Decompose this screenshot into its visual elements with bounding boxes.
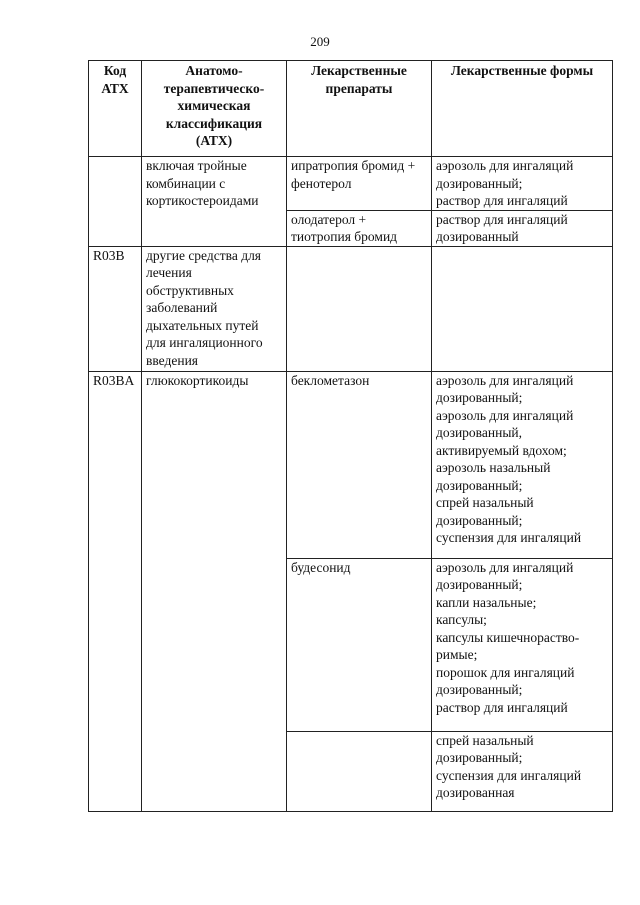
text-line: препараты [325, 80, 393, 96]
text-line: капсулы; [436, 612, 487, 627]
cell-drug [287, 246, 432, 371]
table-row [89, 371, 613, 558]
text-line: раствор для ингаляций [436, 211, 568, 227]
cell-drug [287, 157, 432, 211]
text-line: АТХ [101, 80, 129, 96]
text-line: заболеваний [146, 300, 218, 315]
header-code [89, 61, 142, 157]
text-line: кортикостероидами [146, 193, 259, 208]
cell-drug [287, 731, 432, 811]
text-line: включая тройные [146, 158, 247, 173]
text-line: аэрозоль для ингаляций [436, 372, 574, 388]
text-line: введения [146, 352, 199, 368]
text-line: Код [103, 63, 127, 78]
text-line: олодатерол + [291, 211, 367, 227]
atx-drug-table [88, 60, 613, 812]
cell-drug [287, 210, 432, 246]
table-header-row [89, 61, 613, 157]
header-drugs [287, 61, 432, 157]
text-line: дыхательных путей [146, 317, 259, 333]
text-line: аэрозоль для ингаляций [436, 559, 574, 575]
cell-code: R03BA [89, 371, 142, 811]
text-line: порошок для ингаляций [436, 664, 575, 680]
text-line: аэрозоль для ингаляций [436, 407, 574, 423]
text-line: беклометазон [291, 372, 370, 388]
cell-forms [432, 371, 613, 558]
text-line: дозированный; [436, 682, 523, 697]
text-line: (АТХ) [195, 133, 233, 148]
text-line: дозированная [436, 785, 515, 800]
cell-classification [142, 157, 287, 247]
text-line: дозированный [436, 229, 519, 244]
text-line: спрей назальный [436, 732, 534, 748]
text-line: суспензия для ингаляций [436, 530, 582, 545]
text-line: дозированный, [436, 425, 522, 440]
text-line: аэрозоль назальный [436, 460, 551, 475]
text-line: ипратропия бромид + [291, 158, 416, 173]
text-line: терапевтическо- [163, 80, 265, 96]
text-line: обструктивных [146, 282, 234, 298]
header-forms [432, 61, 613, 157]
text-line: дозированный; [436, 512, 523, 528]
text-line: тиотропия бромид [291, 229, 398, 244]
text-line: раствор для ингаляций [436, 699, 568, 715]
text-line: Лекарственные формы [450, 63, 594, 78]
cell-forms [432, 157, 613, 211]
text-line: для ингаляционного [146, 335, 263, 350]
text-line: аэрозоль для ингаляций [436, 158, 574, 173]
cell-forms [432, 558, 613, 731]
page-number: 209 [310, 34, 330, 49]
text-line: Лекарственные [311, 63, 407, 78]
cell-drug [287, 371, 432, 558]
text-line: глюкокортикоиды [146, 372, 249, 388]
text-line: химическая [177, 98, 251, 113]
text-line: дозированный; [436, 477, 523, 493]
text-line: фенотерол [291, 175, 352, 191]
text-line: будесонид [291, 559, 351, 575]
text-line: другие средства для [146, 247, 262, 263]
cell-forms [432, 731, 613, 811]
text-line: классификация [165, 115, 263, 131]
text-line: активируемый вдохом; [436, 442, 567, 458]
text-line: дозированный; [436, 750, 523, 765]
text-line: капли назальные; [436, 594, 537, 610]
text-line: комбинации с [146, 175, 226, 191]
text-line: дозированный; [436, 175, 523, 191]
text-line: суспензия для ингаляций [436, 767, 582, 783]
table-row [89, 246, 613, 371]
text-line: дозированный; [436, 577, 523, 592]
text-line: лечения [146, 265, 192, 280]
cell-code: R03B [89, 246, 142, 371]
cell-forms [432, 246, 613, 371]
text-line: дозированный; [436, 390, 523, 405]
text-line: Анатомо- [185, 63, 243, 78]
table-row [89, 157, 613, 211]
text-line: капсулы кишечнораство- [436, 629, 580, 645]
text-line: раствор для ингаляций [436, 193, 568, 208]
cell-code [89, 157, 142, 247]
cell-classification [142, 246, 287, 371]
text-line: римые; [436, 647, 478, 662]
header-classification [142, 61, 287, 157]
cell-forms [432, 210, 613, 246]
text-line: спрей назальный [436, 495, 534, 510]
cell-classification [142, 371, 287, 811]
cell-drug [287, 558, 432, 731]
